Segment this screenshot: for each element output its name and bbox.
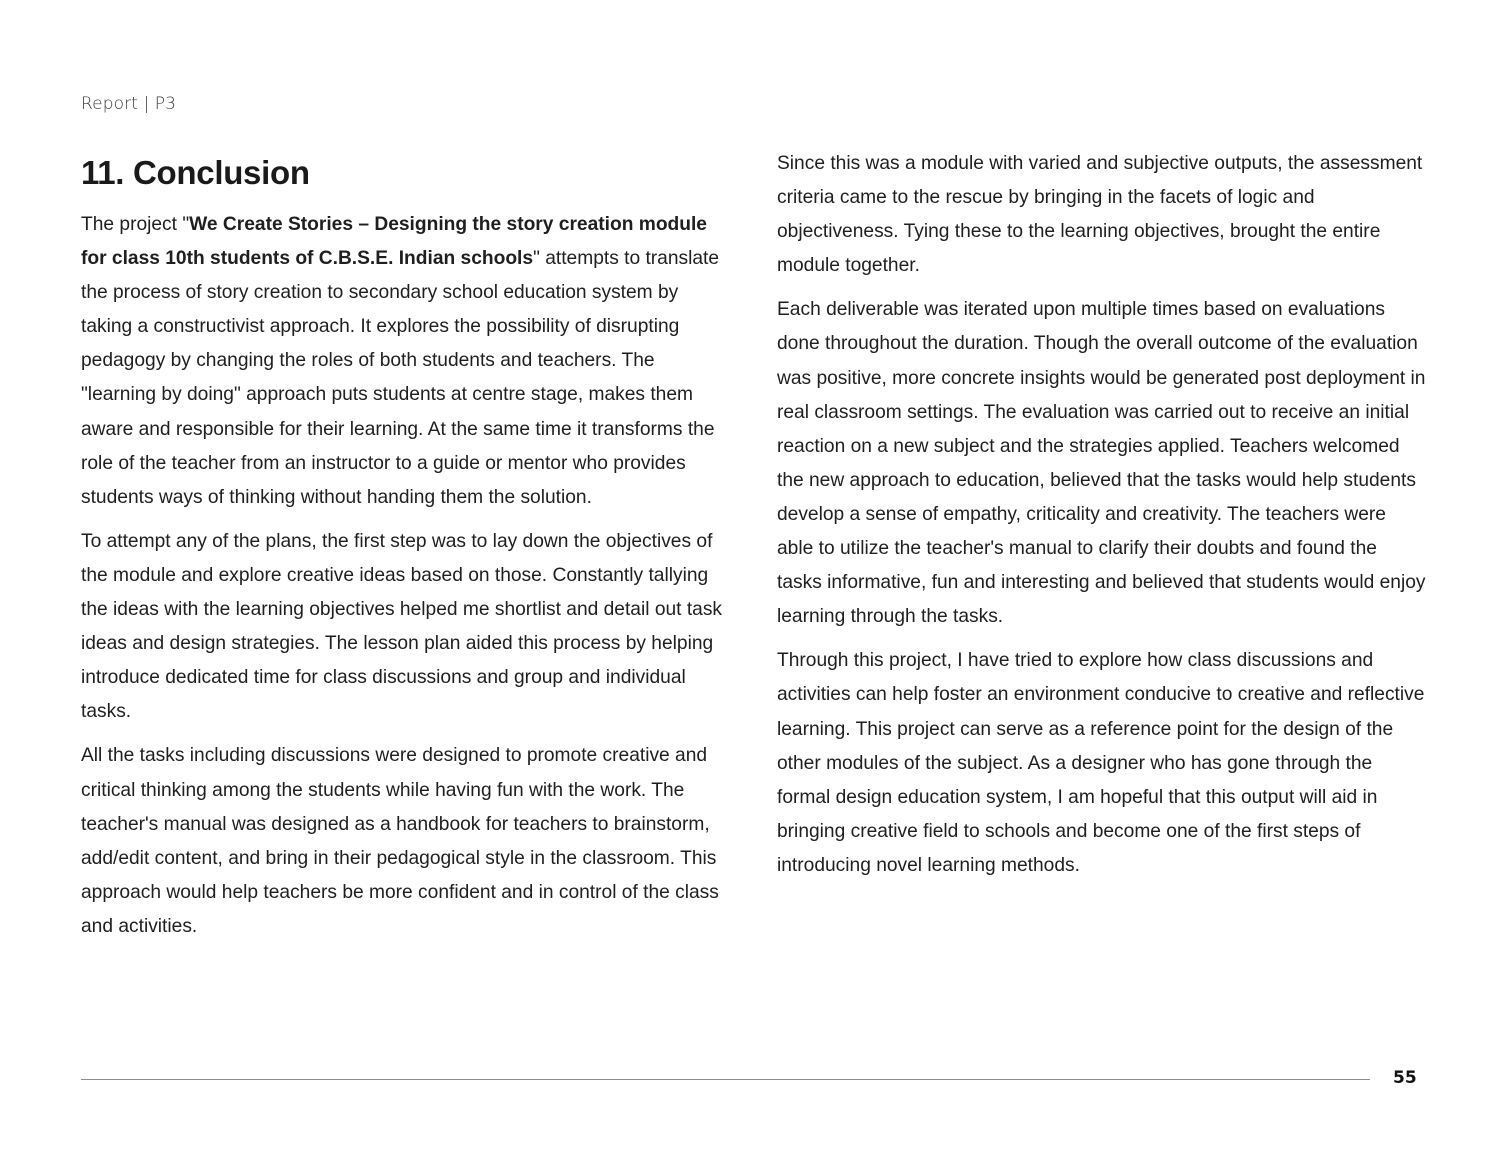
page-number: 55: [1393, 1068, 1417, 1088]
paragraph-1-suffix: " attempts to translate the process of story creation to secondary school education system by taking a constructivist approach. It explores the possibility of disrupting pedagogy by changing the roles of both students and teachers. The "learning by doing" approach puts students at centre stage, makes them aware and responsible for their learning. At the same time it transforms the role of the teacher from an instructor to a guide or mentor who provides students ways of thinking without handing them the solution.: [81, 248, 720, 508]
right-column: [777, 147, 1427, 893]
conclusion-paragraph-6: Through this project, I have tried to explore how class discussions and activities can help foster an environment conducive to creative and reflective learning. This project can serve as a reference point for the design of the other modules of the subject. As a designer who has gone through the formal design education system, I am hopeful that this output will aid in bringing creative field to schools and become one of the first steps of introducing novel learning methods.: [777, 650, 1425, 876]
section-title: 11. Conclusion: [81, 154, 310, 191]
conclusion-paragraph-5: Each deliverable was iterated upon multiple times based on evaluations done throughout the duration. Though the overall outcome of the evaluation was positive, more concrete insights would be generated post deployment in real classroom settings. The evaluation was carried out to receive an initial reaction on a new subject and the strategies applied. Teachers welcomed the new approach to education, believed that the tasks would help students develop a sense of empathy, criticality and creativity. The teachers were able to utilize the teacher's manual to clarify their doubts and found the tasks informative, fun and interesting and believed that students would enjoy learning through the tasks.: [777, 299, 1426, 628]
conclusion-paragraph-1: [81, 208, 731, 515]
paragraph-1-prefix: The project ": [81, 214, 190, 235]
conclusion-paragraph-4: Since this was a module with varied and subjective outputs, the assessment criteria came to the rescue by bringing in the facets of logic and objectiveness. Tying these to the learning objectives, brought the entire module together.: [777, 153, 1423, 277]
conclusion-paragraph-2: To attempt any of the plans, the first step was to lay down the objectives of the module and explore creative ideas based on those. Constantly tallying the ideas with the learning objectives helped me shortlist and detail out task ideas and design strategies. The lesson plan aided this process by helping introduce dedicated time for class discussions and group and individual tasks.: [81, 530, 723, 723]
footer-divider: [81, 1079, 1370, 1080]
left-column: [81, 208, 731, 954]
running-header: Report | P3: [81, 94, 177, 114]
project-title-bold: We Create Stories – Designing the story creation module for class 10th students of C.B.S.E. Indian schools: [81, 214, 707, 270]
conclusion-paragraph-3: All the tasks including discussions were designed to promote creative and critical thinking among the students while having fun with the work. The teacher's manual was designed as a handbook for teachers to brainstorm, add/edit content, and bring in their pedagogical style in the classroom. This approach would help teachers be more confident and in control of the class and activities.: [81, 745, 719, 937]
